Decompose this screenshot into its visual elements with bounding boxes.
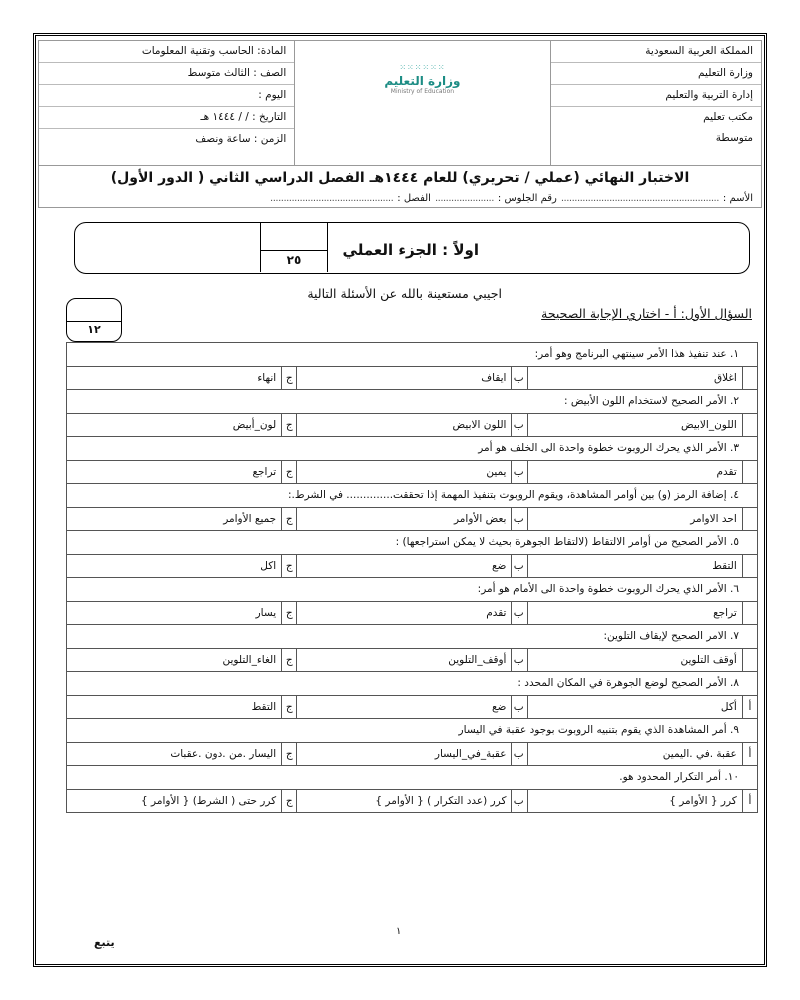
question-stem: ٥. الأمر الصحيح من أوامر الالتقاط (لالتقاط الجوهرة بحيث لا يمكن استراجعها) : [67,531,758,555]
name-label: الأسم : [722,193,753,204]
logo-english-text: Ministry of Education [390,88,455,95]
header-duration: الزمن : ساعة ونصف [195,133,287,145]
question-score-box [66,298,122,342]
option-a[interactable]: تقدم [527,460,742,484]
question-stem: ٢. الأمر الصحيح لاستخدام اللون الأبيض : [67,390,758,414]
question-stem: ٨. الأمر الصحيح لوضع الجوهرة في المكان المحدد : [67,672,758,696]
question-stem-row [67,390,758,414]
question-stem: ١٠. أمر التكرار المحدود هو. [67,766,758,790]
question-stem-row [67,578,758,602]
option-c-letter: ج [282,742,297,766]
question-options-row [67,554,758,578]
option-a[interactable]: احد الاوامر [527,507,742,531]
option-b-letter: ب [512,648,527,672]
question-heading: السؤال الأول: أ - اختاري الإجابة الصحيحة [541,306,752,321]
header-ministry: وزارة التعليم [551,63,761,85]
option-b[interactable]: تقدم [297,601,512,625]
option-a[interactable]: عقبة .في .اليمين [527,742,742,766]
option-c[interactable]: انهاء [67,366,282,390]
section-practical-box [74,222,750,274]
question-stem: ١. عند تنفيذ هذا الأمر سينتهي البرنامج وهو أمر: [67,343,758,367]
student-info-row [38,190,762,208]
header-subject: المادة: الحاسب وتقنية المعلومات [39,41,294,63]
option-c[interactable]: تراجع [67,460,282,484]
option-b-letter: ب [512,554,527,578]
option-a-letter [742,460,757,484]
option-c[interactable]: كرر حتى ( الشرط) { الأوامر } [67,789,282,813]
option-a-letter [742,366,757,390]
page-number: ١ [396,926,402,937]
option-c[interactable]: جميع الأوامر [67,507,282,531]
option-b-letter: ب [512,366,527,390]
question-stem: ٤. إضافة الرمز (و) بين أوامر المشاهدة، ويقوم الروبوت بتنفيذ المهمة إذا تحققت.............. في الشرط.: [67,484,758,508]
header-school: متوسطة [715,132,753,144]
option-c[interactable]: يسار [67,601,282,625]
option-a[interactable]: كرر { الأوامر } [527,789,742,813]
option-a-letter [742,507,757,531]
option-c-letter: ج [282,648,297,672]
question-stem: ٩. أمر المشاهدة الذي يقوم بتنبيه الروبوت بوجود عقبة في اليسار [67,719,758,743]
header-date: التاريخ : / / ١٤٤٤ هـ [39,107,294,129]
option-a[interactable]: اللون_الابيض [527,413,742,437]
option-a-letter [742,554,757,578]
question-stem-row [67,719,758,743]
option-c-letter: ج [282,507,297,531]
question-options-row [67,507,758,531]
question-stem: ٣. الأمر الذي يحرك الروبوت خطوة واحدة الى الخلف هو أمر [67,437,758,461]
score-divider [261,250,327,251]
option-b-letter: ب [512,742,527,766]
option-c[interactable]: اليسار .من .دون .عقبات [67,742,282,766]
option-c-letter: ج [282,460,297,484]
question-stem: ٧. الامر الصحيح لإيقاف التلوين: [67,625,758,649]
option-a[interactable]: أوقف التلوين [527,648,742,672]
option-b-letter: ب [512,601,527,625]
exam-title: الاختبار النهائي (عملي / تحريري) للعام ١٤٤٤هـ الفصل الدراسي الثاني ( الدور الأول) [38,166,762,190]
question-stem-row [67,672,758,696]
option-b[interactable]: عقبة_في_اليسار [297,742,512,766]
question-score-divider [67,321,121,322]
logo-arabic-text: وزارة التعليم [384,74,461,88]
question-options-row [67,460,758,484]
option-b-letter: ب [512,507,527,531]
question-options-row [67,789,758,813]
question-stem-row [67,625,758,649]
option-b[interactable]: أوقف_التلوين [297,648,512,672]
name-field[interactable]: ........................................................... [560,193,719,204]
question-stem-row [67,766,758,790]
continue-label: يتبع [94,936,115,949]
option-b[interactable]: بعض الأوامر [297,507,512,531]
header-directorate: إدارة التربية والتعليم [551,85,761,107]
header-exam-info [39,41,295,165]
question-options-row [67,742,758,766]
option-a[interactable]: أكل [527,695,742,719]
option-b[interactable]: ايقاف [297,366,512,390]
section-total-score: ٢٥ [286,253,302,267]
ministry-logo [362,63,482,95]
header-kingdom: المملكة العربية السعودية [551,41,761,63]
section-score-box [260,222,328,272]
question-options-row [67,601,758,625]
option-a-letter [742,601,757,625]
section-title: اولاً : الجزء العملي [342,241,479,259]
option-a-letter [742,413,757,437]
option-b-letter: ب [512,413,527,437]
option-a[interactable]: التقط [527,554,742,578]
option-c-letter: ج [282,601,297,625]
option-a-letter: أ [742,695,757,719]
header-day: اليوم : [39,85,294,107]
option-b[interactable]: كرر (عدد التكرار ) { الأوامر } [297,789,512,813]
option-a-letter: أ [742,742,757,766]
option-b[interactable]: يمين [297,460,512,484]
instruction-text: اجيبي مستعينة بالله عن الأسئلة التالية [307,286,502,301]
class-field[interactable]: .............................................. [270,193,394,204]
option-c[interactable]: لون_أبيض [67,413,282,437]
question-total-score: ١٢ [87,323,101,336]
option-b[interactable]: ضع [297,554,512,578]
header-grade: الصف : الثالث متوسط [39,63,294,85]
question-stem-row [67,484,758,508]
question-options-row [67,648,758,672]
option-b-letter: ب [512,789,527,813]
option-c[interactable]: الغاء_التلوين [67,648,282,672]
questions-table [66,342,758,813]
option-b[interactable]: اللون الابيض [297,413,512,437]
question-options-row [67,366,758,390]
class-label: الفصل : [397,193,431,204]
header-school-info [550,41,761,165]
option-c-letter: ج [282,695,297,719]
option-c-letter: ج [282,366,297,390]
seat-field[interactable]: ...................... [434,193,494,204]
option-b-letter: ب [512,460,527,484]
question-options-row [67,695,758,719]
option-b[interactable]: ضع [297,695,512,719]
header-office: مكتب تعليم [703,111,753,123]
logo-dots-icon: ⁙⁙⁙⁙⁙⁙ [399,63,446,72]
option-a[interactable]: تراجع [527,601,742,625]
option-a[interactable]: اغلاق [527,366,742,390]
option-c-letter: ج [282,554,297,578]
option-c[interactable]: التقط [67,695,282,719]
header-logo-area [295,41,549,165]
question-stem: ٦. الأمر الذي يحرك الروبوت خطوة واحدة الى الأمام هو أمر: [67,578,758,602]
seat-label: رقم الجلوس : [497,193,557,204]
question-stem-row [67,343,758,367]
option-a-letter: أ [742,789,757,813]
question-stem-row [67,437,758,461]
option-c-letter: ج [282,413,297,437]
exam-header [38,40,762,166]
option-c[interactable]: اكل [67,554,282,578]
option-a-letter [742,648,757,672]
question-options-row [67,413,758,437]
option-b-letter: ب [512,695,527,719]
question-stem-row [67,531,758,555]
option-c-letter: ج [282,789,297,813]
